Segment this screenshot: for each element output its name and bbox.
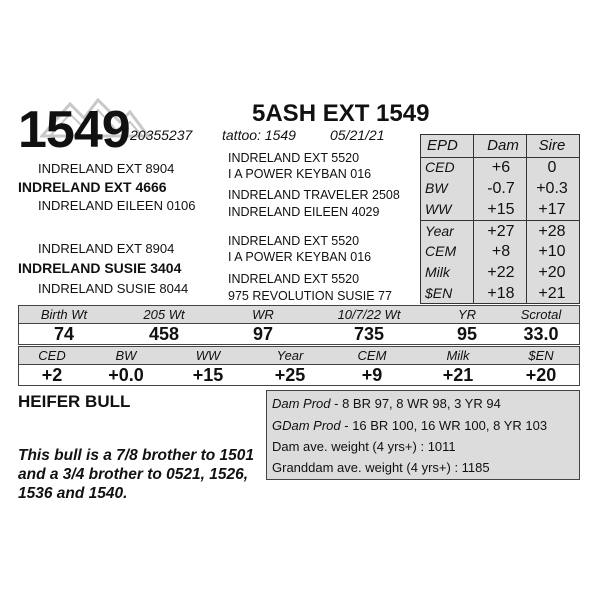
animal-name: 5ASH EXT 1549 [252,100,430,127]
sire-great-1: INDRELAND EXT 5520 [228,151,360,165]
epd-dam-value: +15 [487,201,515,218]
epd-row-cem [421,241,579,262]
epd-sire-value: +0.3 [536,180,568,197]
perf-weight: 735 [353,324,385,344]
dam-great-1: INDRELAND EXT 5520 [228,234,360,248]
perf-birth-wt: 74 [53,324,75,344]
epd-dam-value: -0.7 [487,180,515,197]
dam: INDRELAND SUSIE 3404 [18,260,182,276]
calf-epd-header-ced: CED [38,348,66,363]
calf-epd-header-milk: Milk [446,348,470,363]
epd-dam-value: +8 [491,243,511,260]
sire-great-2: I A POWER KEYBAN 016 [228,167,372,181]
perf-header-weight-date: 10/7/22 Wt [337,307,401,322]
dam-grandsire: INDRELAND EXT 8904 [38,241,175,256]
sire-grandsire: INDRELAND EXT 8904 [38,161,175,176]
epd-row-ced [421,157,579,178]
sire: INDRELAND EXT 4666 [18,179,167,195]
calf-epd-header-cem: CEM [357,348,387,363]
performance-table [18,305,580,345]
perf-header-scrotal: Scrotal [520,307,562,322]
dam-great-2: I A POWER KEYBAN 016 [228,250,372,264]
epd-label: CED [425,159,455,175]
perf-yr: 95 [456,324,478,344]
calf-epd-header-bw: BW [115,348,137,363]
calf-epd-header-year: Year [276,348,304,363]
epd-header-label: EPD [427,137,458,154]
sex-label: HEIFER BULL [18,392,131,411]
dam-great-4: 975 REVOLUTION SUSIE 77 [228,289,392,303]
calf-epd-milk: +21 [442,365,474,385]
dam-prod-line [272,397,501,410]
epd-sire-value: 0 [547,159,557,176]
production-box [266,390,580,480]
epd-label: WW [425,201,452,217]
sire-granddam: INDRELAND EILEEN 0106 [38,198,196,213]
dam-great-3: INDRELAND EXT 5520 [228,272,360,286]
epd-label: CEM [425,243,457,259]
calf-epd-year: +25 [274,365,306,385]
epd-label: Milk [425,264,450,280]
epd-sire-value: +10 [538,243,566,260]
perf-scrotal: 33.0 [523,324,559,344]
epd-row-bw [421,178,579,199]
epd-header-dam: Dam [487,137,519,154]
granddam-weight: Granddam ave. weight (4 yrs+) : 1185 [272,460,490,475]
calf-epd-ced: +2 [41,365,63,385]
epd-table-header [421,135,579,158]
tattoo: tattoo: 1549 [222,127,296,143]
epd-dam-value: +27 [487,223,515,240]
birth-date: 05/21/21 [330,127,385,143]
perf-wr: 97 [252,324,274,344]
dam-weight: Dam ave. weight (4 yrs+) : 1011 [272,439,456,454]
epd-sire-value: +21 [538,285,566,302]
calf-epd-header-en: $EN [528,348,554,363]
calf-epd-header-ww: WW [195,348,221,363]
epd-label: Year [425,223,454,239]
gdam-prod-value: - 16 BR 100, 16 WR 100, 8 YR 103 [340,418,548,433]
epd-dam-value: +6 [491,159,511,176]
epd-dam-value: +22 [487,264,515,281]
sire-great-4: INDRELAND EILEEN 4029 [228,205,380,219]
dam-prod-label: Dam Prod [272,396,331,411]
lot-number: 1549 [18,101,130,159]
calf-epd-table [18,346,580,386]
remarks: This bull is a 7/8 brother to 1501 and a 3/4 brother to 0521, 1526, 1536 and 1540. [18,447,255,502]
gdam-prod-line [272,419,547,432]
epd-header-sire: Sire [538,137,566,154]
epd-dam-value: +18 [487,285,515,302]
epd-row-ww [421,199,579,220]
epd-row-en [421,283,579,304]
epd-sire-value: +28 [538,223,566,240]
perf-205-wt: 458 [148,324,180,344]
epd-sire-value: +17 [538,201,566,218]
perf-header-205-wt: 205 Wt [143,307,185,322]
calf-epd-ww: +15 [192,365,224,385]
epd-table [420,134,580,304]
registration-number: 20355237 [130,127,193,143]
calf-epd-bw: +0.0 [108,365,144,385]
dam-granddam: INDRELAND SUSIE 8044 [38,281,189,296]
dam-prod-value: - 8 BR 97, 8 WR 98, 3 YR 94 [330,396,501,411]
gdam-prod-label: GDam Prod [272,418,341,433]
calf-epd-cem: +9 [361,365,383,385]
epd-label: $EN [425,285,453,301]
epd-label: BW [425,180,448,196]
sire-great-3: INDRELAND TRAVELER 2508 [228,188,400,202]
epd-row-milk [421,262,579,283]
perf-header-wr: WR [252,307,274,322]
epd-sire-value: +20 [538,264,566,281]
calf-epd-en: +20 [525,365,557,385]
perf-header-yr: YR [457,307,477,322]
epd-row-year [421,220,579,242]
perf-header-birth-wt: Birth Wt [40,307,88,322]
